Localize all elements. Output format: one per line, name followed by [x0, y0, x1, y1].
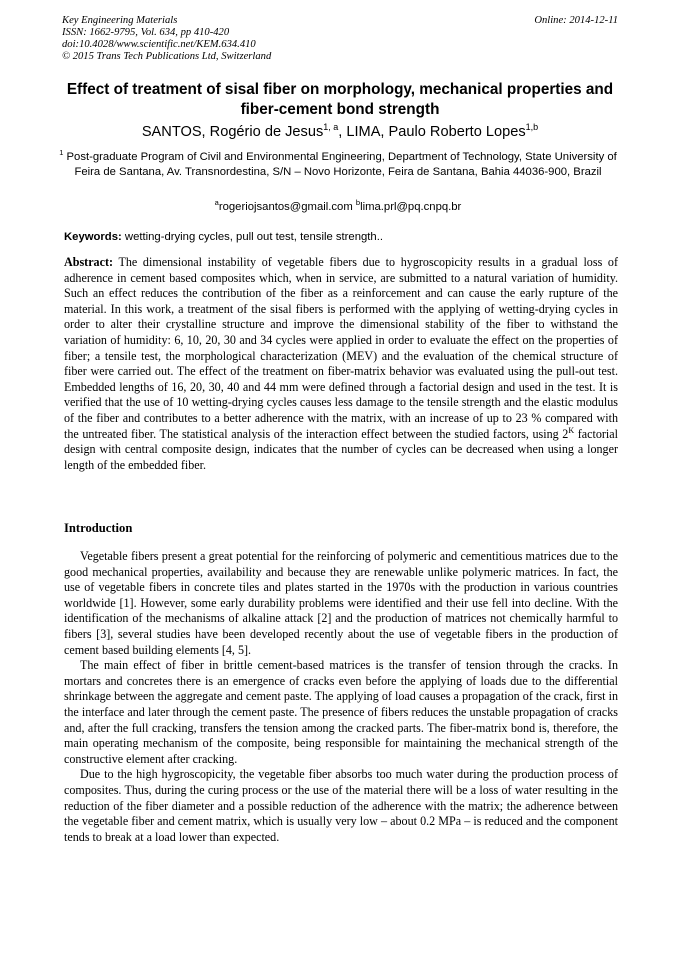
paragraph: Vegetable fibers present a great potential for the reinforcing of polymeric and cementitious matrices due to the good mechanical properties, availability and because they are renewable unlike polymeric matrices. In fact, the use of vegetable fibers in concrete tiles and plates started in the 1970s with the production in various countries worldwide [1]. However, some early durability problems were identified and their use fell into decline. With the identification of the mechanisms of alkaline attack [2] and the production of matrices not chemically harmful to fibers [3], several studies have been developed recently about the use of vegetable fibers in the production of cement based building elements [4, 5].: [64, 549, 618, 657]
author-santos: SANTOS, Rogério de Jesus: [141, 124, 324, 140]
affiliation-marker: 1: [59, 148, 64, 157]
author-lima-affiliation-marker: 1,b: [525, 122, 539, 132]
author-separator: ,: [338, 124, 347, 140]
author-santos-affiliation-marker: 1, a: [323, 122, 339, 132]
author-line: [40, 122, 640, 142]
abstract-superscript: K: [568, 425, 575, 435]
keywords: [64, 230, 620, 245]
email-marker-b: b: [355, 198, 361, 207]
paper-title: Effect of treatment of sisal fiber on morphology, mechanical properties and fiber-cement bond strength: [66, 81, 614, 118]
online-date: Online: 2014-12-11: [534, 15, 618, 26]
keywords-text: wetting-drying cycles, pull out test, tensile strength..: [124, 231, 383, 243]
introduction-body: [64, 549, 618, 845]
abstract-text-continued: factorial design with central composite design, indicates that the number of cycles can be decreased when using a longer length of the embedded fiber.: [64, 426, 618, 472]
author-lima: LIMA, Paulo Roberto Lopes: [346, 124, 526, 140]
paragraph: The main effect of fiber in brittle cement-based matrices is the transfer of tension through the cracks. In mortars and concretes there is an emergence of cracks even before the applying of loads due to the differential shrinkage between the aggregate and cement paste. The applying of load causes a propagation of the crack, first in the interface and later through the cement paste. The presence of fibers reduces the unstable propagation of cracks and, after the full cracking, transfers the tension among the cracked parts. The fiber-matrix bond is, therefore, the main operating mechanism of the composite, being responsible for maintaining the mechanical strength of the constructive element after cracking.: [64, 658, 618, 766]
doi-line[interactable]: doi:10.4028/www.scientific.net/KEM.634.410: [62, 39, 256, 50]
affiliation: [52, 150, 624, 180]
affiliation-text: Post-graduate Program of Civil and Environmental Engineering, Department of Technology, State University of Feira de Santana, Av. Transnordestina, S/N – Novo Horizonte, Feira de Santana, Bahia 44036-900, Brazil: [66, 151, 617, 178]
keywords-label: Keywords:: [64, 231, 122, 243]
journal-name: Key Engineering Materials: [62, 15, 178, 26]
journal-header: [62, 15, 618, 63]
abstract-label: Abstract:: [64, 255, 114, 269]
copyright-line: © 2015 Trans Tech Publications Ltd, Switzerland: [62, 51, 272, 62]
email-santos[interactable]: rogeriojsantos@gmail.com: [218, 201, 353, 213]
paragraph: Due to the high hygroscopicity, the vegetable fiber absorbs too much water during the production process of composites. Thus, during the curing process or the use of the material there will be a loss of water resulting in the reduction of the fiber diameter and a possible reduction of the adherence with the matrix; the adherence between the vegetable fiber and cement matrix, which is usually very low – about 0.2 MPa – is reduced and the component tends to break at a load lower than expected.: [64, 767, 618, 844]
email-marker-a: a: [214, 198, 219, 207]
issn-line: ISSN: 1662-9795, Vol. 634, pp 410-420: [62, 27, 230, 38]
introduction-heading: Introduction: [64, 521, 133, 535]
abstract: [64, 255, 618, 473]
author-emails: [52, 200, 624, 215]
abstract-text: The dimensional instability of vegetable fibers due to hygroscopicity results in a gradual loss of adherence in cement based composites which, when in service, are submitted to a natural variation of humidity. Such an effect reduces the contribution of the fiber as a reinforcement and can cause the early rupture of the material. In this work, a treatment of the sisal fibers is performed with the applying of wetting-drying cycles in order to alter their crystalline structure and improve the dimensional stability of the fiber to withstand the variation of humidity: 6, 10, 20, 30 and 34 cycles were applied in order to evaluate the effect on the properties of fiber; a tensile test, the morphological characterization (MEV) and the evaluation of the chemical structure of fiber were carried out. The effect of the treatment on fiber-matrix behavior was evaluated using the pull-out test. Embedded lengths of 16, 20, 30, 40 and 44 mm were defined through a factorial design and used in the test. It is verified that the use of 10 wetting-drying cycles causes less damage to the tensile strength and the elastic modulus of the fiber and contributes to a better adherence with the matrix, with an increase of up to 23 % compared with the untreated fiber. The statistical analysis of the interaction effect between the studied factors, using 2: [64, 255, 618, 441]
email-lima[interactable]: lima.prl@pq.cnpq.br: [360, 201, 462, 213]
